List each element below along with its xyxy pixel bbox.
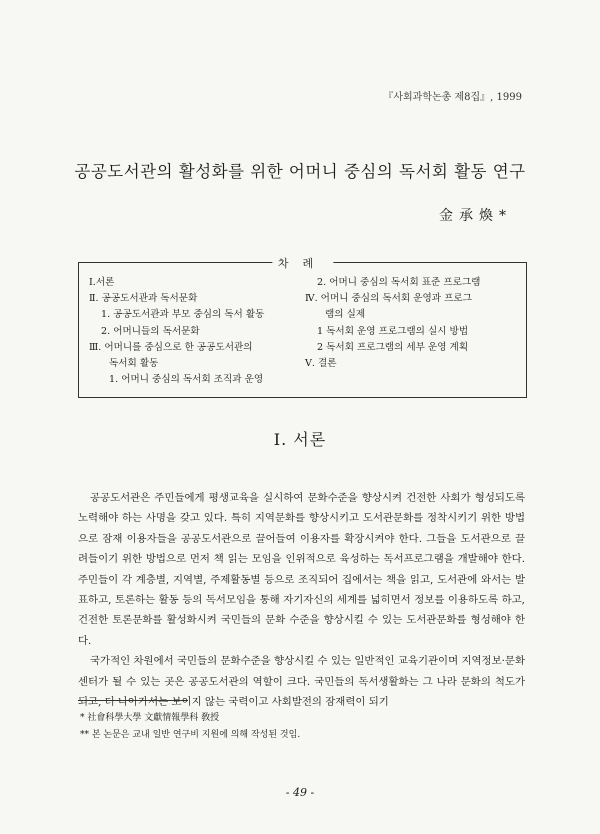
toc-label: 차례: [272, 255, 333, 271]
paragraph: 공공도서관은 주민들에게 평생교육을 실시하여 문화수준을 향상시켜 건전한 사회가 형성되도록 노력해야 하는 사명을 갖고 있다. 특히 지역문화를 향상시키고 도서관문화를 정착시키기 위한 방법으로 잠재 이용자들을 공공도서관으로 끌어들여 이용자를 확장시켜야 한다. 그들을 도서관으로 끌려들이기 위한 방법으로 먼저 책 읽는 모임을 인위적으로 육성하는 독서프로그램을 개발해야 한다. 주민들이 각 계층별, 지역별, 주제활동별 등으로 조직되어 집에서는 책을 읽고, 도서관에 와서는 발표하고, 토론하는 활동 등의 독서모임을 통해 자기자신의 세계를 넓히면서 정보를 이용하도록 하고, 건전한 토론문화를 활성화시켜 국민들의 문화 수준을 향상시킬 수 있는 도서관문화를 형성해야 한다.: [78, 492, 525, 647]
toc-right-column: [305, 275, 520, 372]
footnote: ** 본 논문은 교내 일반 연구비 지원에 의해 작성된 것임.: [80, 730, 301, 740]
toc-item: Ⅲ. 어머니를 중심으로 한 공공도서관의: [89, 341, 253, 353]
page-number: - 49 -: [285, 786, 315, 799]
table-of-contents: [78, 257, 527, 398]
footnotes: [80, 710, 300, 744]
body-text: [78, 488, 525, 712]
footnote-divider: [78, 700, 188, 701]
paper-title: 공공도서관의 활성화를 위한 어머니 중심의 독서회 활동 연구: [74, 162, 526, 181]
toc-item: Ⅰ.서론: [89, 277, 115, 288]
toc-item: 1. 어머니 중심의 독서회 조직과 운영: [109, 374, 264, 386]
toc-item: Ⅳ. 어머니 중심의 독서회 운영과 프로그: [305, 293, 472, 305]
footnote: * 社會科學大學 文獻情報學科 敎授: [80, 713, 220, 723]
toc-item: Ⅴ. 결론: [305, 358, 337, 370]
toc-item: Ⅱ. 공공도서관과 독서문화: [89, 293, 198, 305]
toc-item: 램의 실제: [325, 309, 366, 321]
toc-item: 독서회 활동: [109, 358, 159, 370]
section-heading: Ⅰ. 서론: [273, 430, 327, 449]
toc-item: 1. 공공도서관과 부모 중심의 독서 활동: [101, 309, 265, 321]
toc-item: 2 독서회 프로그램의 세부 운영 계획: [317, 341, 469, 353]
toc-item: 2. 어머니들의 독서문화: [101, 325, 200, 337]
author-name: 金承煥*: [439, 208, 512, 224]
paragraph: 국가적인 차원에서 국민들의 문화수준을 향상시킬 수 있는 일반적인 교육기관이며 지역정보·문화센터가 될 수 있는 곳은 공공도서관의 역할이 크다. 국민들의 독서생활화는 그 나라 문화의 척도가 되고, 더 나아가서는 보이지 않는 국력이고 사회발전의 잠재력이 되기: [78, 655, 525, 709]
toc-item: 1 독서회 운영 프로그램의 실시 방법: [317, 325, 469, 337]
journal-citation: 『사회과학논총 제8집』, 1999: [383, 92, 522, 103]
toc-item: 2. 어머니 중심의 독서회 표준 프로그램: [317, 277, 481, 288]
toc-left-column: [89, 275, 304, 388]
